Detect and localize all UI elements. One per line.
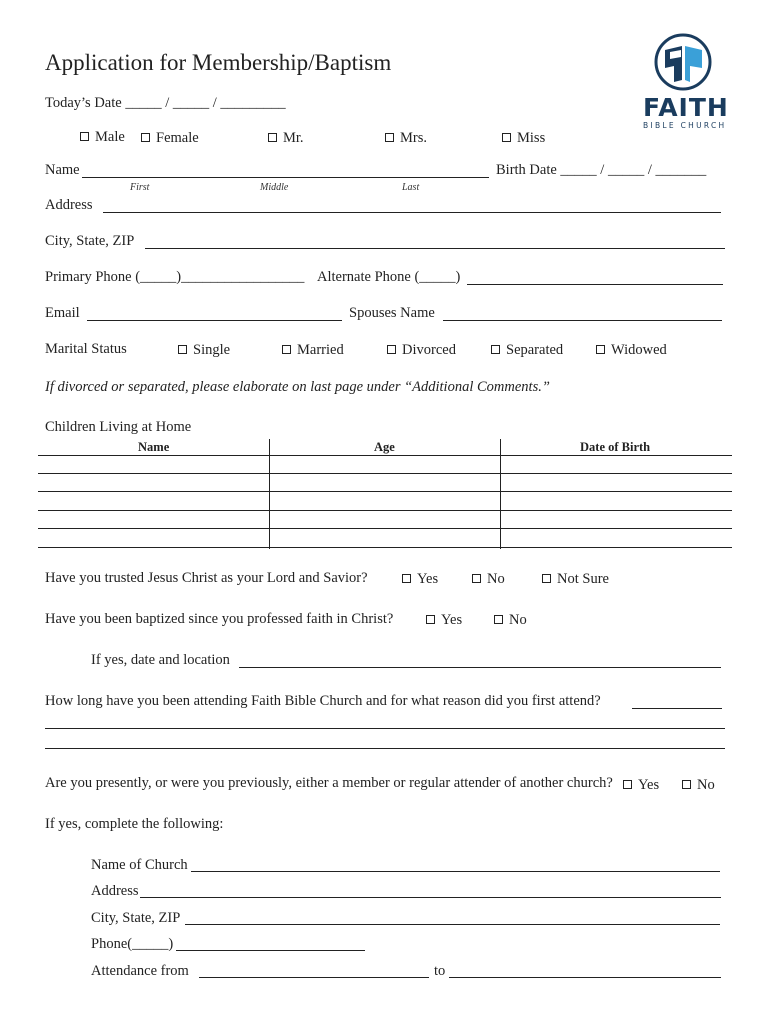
name-last-caption: Last — [402, 182, 420, 193]
marital-status-label: Marital Status — [45, 341, 127, 357]
name-input[interactable] — [84, 160, 484, 176]
marital-separated-option[interactable]: Separated — [491, 342, 563, 359]
trusted-yes-option[interactable]: Yes — [402, 571, 438, 588]
baptized-yes-checkbox[interactable] — [426, 615, 435, 624]
other-church-no-option[interactable]: No — [682, 777, 715, 794]
church-phone-label: Phone(_____) — [91, 936, 174, 952]
male-option[interactable]: Male — [80, 129, 125, 146]
church-city-input[interactable] — [187, 907, 716, 923]
city-state-zip-line — [145, 248, 725, 249]
table-row-line — [38, 510, 732, 511]
attendance-from-label: Attendance from — [91, 963, 189, 979]
address-input[interactable] — [105, 195, 717, 211]
baptized-no-checkbox[interactable] — [494, 615, 503, 624]
attending-input[interactable] — [47, 711, 721, 727]
baptized-question: Have you been baptized since you professed faith in Christ? — [45, 611, 394, 627]
children-label: Children Living at Home — [45, 419, 192, 435]
baptism-details-label: If yes, date and location — [91, 652, 230, 668]
other-church-intro: If yes, complete the following: — [45, 816, 224, 832]
church-city-line — [185, 924, 720, 925]
other-church-yes-option[interactable]: Yes — [623, 777, 659, 794]
baptism-details-input[interactable] — [241, 650, 717, 666]
logo-name: FAITH — [643, 93, 729, 122]
marital-divorced-option[interactable]: Divorced — [387, 342, 456, 359]
children-col-dob: Date of Birth — [580, 440, 651, 454]
miss-checkbox[interactable] — [502, 133, 511, 142]
church-phone-line — [176, 950, 365, 951]
alternate-phone-input[interactable] — [469, 267, 719, 283]
spouse-label: Spouses Name — [349, 305, 435, 321]
address-line — [103, 212, 721, 213]
single-checkbox[interactable] — [178, 345, 187, 354]
other-church-question: Are you presently, or were you previously, either a member or regular attender of another church? — [45, 775, 613, 791]
female-option[interactable]: Female — [141, 130, 199, 147]
alternate-phone-label: Alternate Phone (_____) — [317, 269, 461, 285]
church-name-label: Name of Church — [91, 857, 188, 873]
church-name-line — [191, 871, 720, 872]
church-phone-input[interactable] — [178, 933, 361, 949]
church-address-label: Address — [91, 883, 139, 899]
marital-married-option[interactable]: Married — [282, 342, 344, 359]
attending-line — [632, 708, 722, 709]
birth-date-label: Birth Date _____ / _____ / _______ — [496, 162, 707, 178]
alternate-phone-line — [467, 284, 723, 285]
trusted-not-sure-option[interactable]: Not Sure — [542, 571, 609, 588]
address-label: Address — [45, 197, 93, 213]
email-input[interactable] — [89, 303, 339, 319]
name-first-caption: First — [130, 182, 150, 193]
email-line — [87, 320, 342, 321]
separated-checkbox[interactable] — [491, 345, 500, 354]
marital-note: If divorced or separated, please elaborate on last page under “Additional Comments.” — [45, 379, 550, 395]
church-address-input[interactable] — [142, 880, 717, 896]
trusted-not-sure-checkbox[interactable] — [542, 574, 551, 583]
trusted-yes-checkbox[interactable] — [402, 574, 411, 583]
mrs-option[interactable]: Mrs. — [385, 130, 427, 147]
todays-date-label: Today’s Date _____ / _____ / _________ — [45, 95, 286, 111]
miss-option[interactable]: Miss — [502, 130, 545, 147]
page-title: Application for Membership/Baptism — [45, 50, 392, 75]
baptism-details-line — [239, 667, 721, 668]
email-label: Email — [45, 305, 80, 321]
marital-single-option[interactable]: Single — [178, 342, 230, 359]
attending-question: How long have you been attending Faith Bible Church and for what reason did you first attend? — [45, 693, 601, 709]
mr-checkbox[interactable] — [268, 133, 277, 142]
attendance-from-input[interactable] — [201, 960, 425, 976]
attending-line — [45, 748, 725, 749]
female-checkbox[interactable] — [141, 133, 150, 142]
divorced-checkbox[interactable] — [387, 345, 396, 354]
other-church-no-checkbox[interactable] — [682, 780, 691, 789]
spouse-input[interactable] — [445, 303, 719, 319]
baptized-no-option[interactable]: No — [494, 612, 527, 629]
logo-tagline: BIBLE CHURCH — [643, 121, 727, 130]
church-city-label: City, State, ZIP — [91, 910, 181, 926]
widowed-checkbox[interactable] — [596, 345, 605, 354]
mrs-checkbox[interactable] — [385, 133, 394, 142]
married-checkbox[interactable] — [282, 345, 291, 354]
attendance-to-line — [449, 977, 721, 978]
male-checkbox[interactable] — [80, 132, 89, 141]
other-church-yes-checkbox[interactable] — [623, 780, 632, 789]
trusted-question: Have you trusted Jesus Christ as your Lord and Savior? — [45, 570, 368, 586]
church-name-input[interactable] — [193, 854, 716, 870]
table-row-line — [38, 473, 732, 474]
table-row-line — [38, 528, 732, 529]
table-row-line — [38, 547, 732, 548]
marital-widowed-option[interactable]: Widowed — [596, 342, 667, 359]
name-line — [82, 177, 489, 178]
table-row-line — [38, 455, 732, 456]
children-col-age: Age — [374, 440, 395, 454]
table-row-line — [38, 491, 732, 492]
city-state-zip-label: City, State, ZIP — [45, 233, 135, 249]
trusted-no-option[interactable]: No — [472, 571, 505, 588]
primary-phone-label: Primary Phone (_____)_________________ — [45, 269, 305, 285]
name-middle-caption: Middle — [260, 182, 289, 193]
attending-line — [45, 728, 725, 729]
church-address-line — [140, 897, 721, 898]
name-label: Name — [45, 162, 80, 178]
children-col-name: Name — [138, 440, 170, 454]
trusted-no-checkbox[interactable] — [472, 574, 481, 583]
attendance-to-input[interactable] — [451, 960, 717, 976]
spouse-line — [443, 320, 722, 321]
mr-option[interactable]: Mr. — [268, 130, 304, 147]
attendance-from-line — [199, 977, 429, 978]
baptized-yes-option[interactable]: Yes — [426, 612, 462, 629]
attendance-to-label: to — [434, 963, 446, 979]
city-state-zip-input[interactable] — [147, 231, 721, 247]
